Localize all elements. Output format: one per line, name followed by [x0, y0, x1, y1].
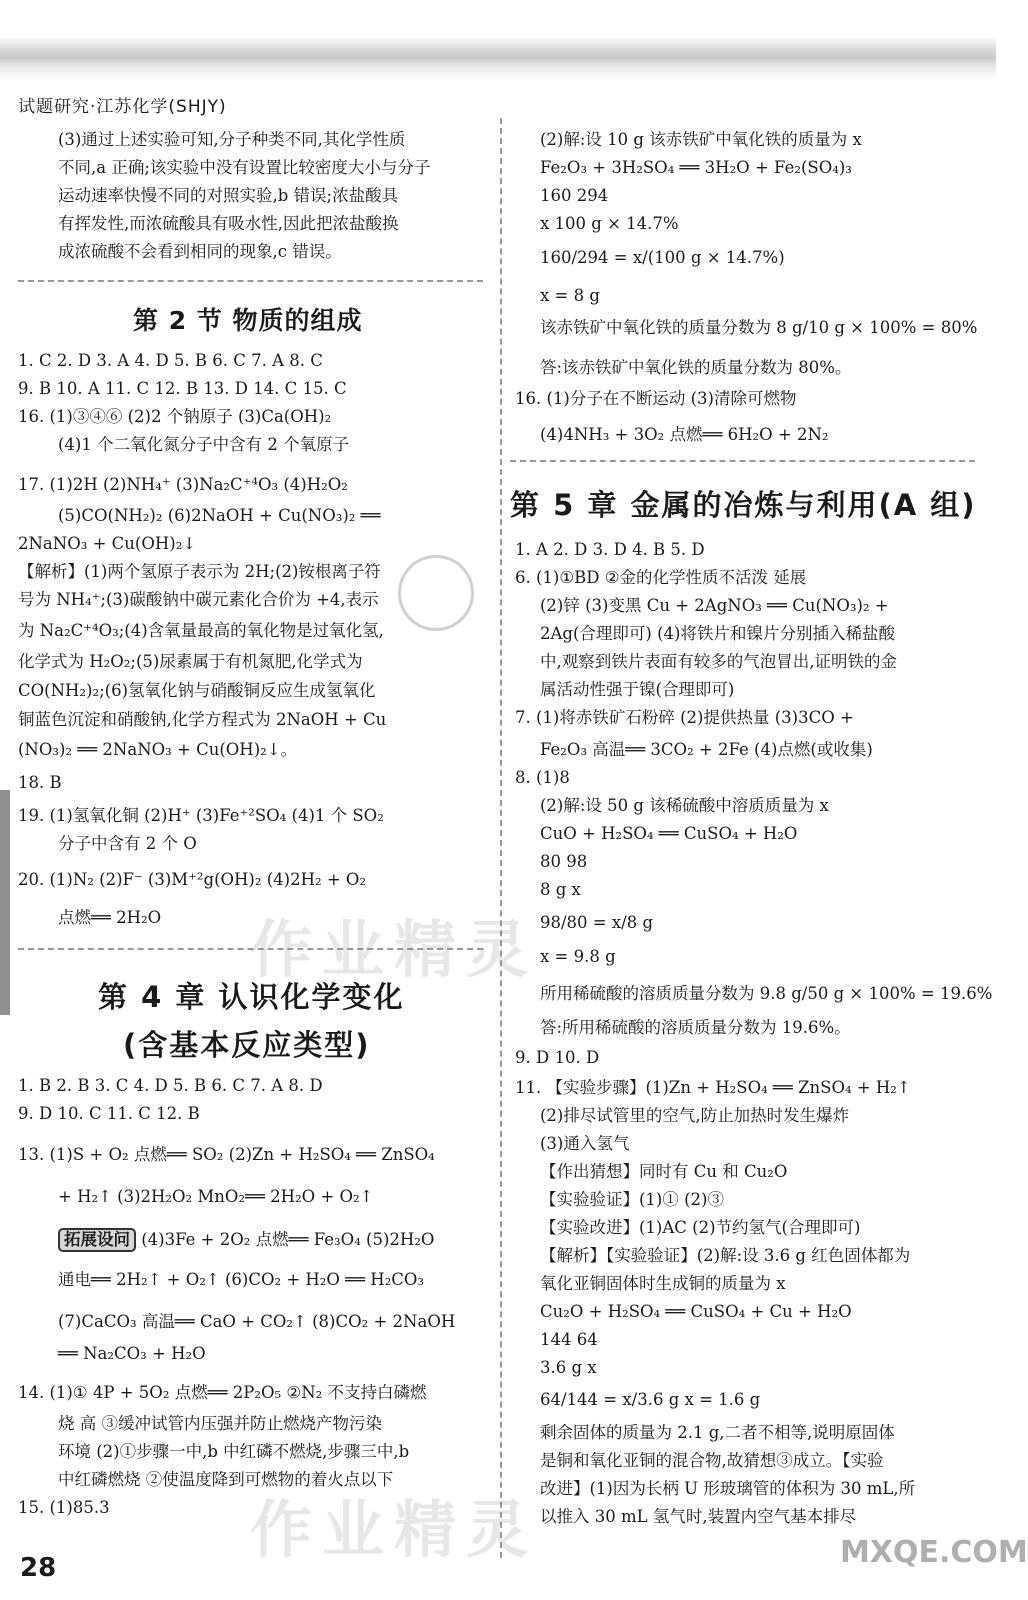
- solution-line: x = 9.8 g: [540, 947, 616, 966]
- column-divider: [500, 118, 502, 1558]
- solution-line: (2)解:设 50 g 该稀硫酸中溶质质量为 x: [540, 796, 829, 815]
- solution-line: Fe₂O₃ + 3H₂SO₄ ══ 3H₂O + Fe₂(SO₄)₃: [540, 158, 852, 177]
- answer-line: 9. D 10. D: [515, 1048, 600, 1067]
- solution-line: x 100 g × 14.7%: [540, 214, 679, 233]
- answer-line: 7. (1)将赤铁矿石粉碎 (2)提供热量 (3)3CO +: [515, 708, 854, 727]
- solution-line: 8 g x: [540, 880, 581, 899]
- analysis-line: 3.6 g x: [540, 1358, 597, 1377]
- answer-line: 属活动性强于镍(合理即可): [540, 680, 735, 699]
- section-divider: [18, 280, 483, 282]
- page-number: 28: [20, 1553, 57, 1583]
- analysis-line: (NO₃)₂ ══ 2NaNO₃ + Cu(OH)₂↓。: [18, 740, 298, 759]
- solution-line: 该赤铁矿中氧化铁的质量分数为 8 g/10 g × 100% = 80%: [540, 318, 978, 337]
- answer-line: 1. C 2. D 3. A 4. D 5. B 6. C 7. A 8. C: [18, 351, 323, 370]
- analysis-line: Cu₂O + H₂SO₄ ══ CuSO₄ + Cu + H₂O: [540, 1302, 852, 1321]
- answer-line: (4)1 个二氧化氮分子中含有 2 个氧原子: [58, 435, 350, 454]
- solution-line: 答:该赤铁矿中氧化铁的质量分数为 80%。: [540, 358, 852, 377]
- analysis-line: 【解析】【实验验证】(2)解:设 3.6 g 红色固体都为: [540, 1246, 911, 1265]
- text-line: 成浓硫酸不会看到相同的现象,c 错误。: [58, 242, 342, 261]
- answer-line: 2NaNO₃ + Cu(OH)₂↓: [18, 534, 197, 553]
- side-tab: [0, 790, 10, 1015]
- answer-line: (5)CO(NH₂)₂ (6)2NaOH + Cu(NO₃)₂ ══: [58, 506, 381, 525]
- running-title: 试题研究·江苏化学(SHJY): [18, 97, 227, 117]
- answer-line: 20. (1)N₂ (2)F⁻ (3)M⁺²g(OH)₂ (4)2H₂ + O₂: [18, 870, 367, 889]
- answer-line: 分子中含有 2 个 O: [58, 834, 197, 853]
- text-line: (3)通过上述实验可知,分子种类不同,其化学性质: [58, 130, 406, 149]
- section-title: 第 2 节 物质的组成: [133, 306, 363, 335]
- answer-line: 11. 【实验步骤】(1)Zn + H₂SO₄ ══ ZnSO₄ + H₂↑: [515, 1078, 911, 1097]
- solution-line: CuO + H₂SO₄ ══ CuSO₄ + H₂O: [540, 824, 798, 843]
- chapter-title: 第 4 章 认识化学变化: [98, 980, 405, 1014]
- answer-line: 中,观察到铁片表面有较多的气泡冒出,证明铁的金: [540, 652, 897, 671]
- answer-line: 6. (1)①BD ②金的化学性质不活泼 延展: [515, 568, 807, 587]
- analysis-line: 剩余固体的质量为 2.1 g,二者不相等,说明原固体: [540, 1423, 895, 1442]
- answer-line: + H₂↑ (3)2H₂O₂ MnO₂══ 2H₂O + O₂↑: [58, 1187, 374, 1206]
- analysis-line: 改进】(1)因为长柄 U 形玻璃管的体积为 30 mL,所: [540, 1479, 916, 1498]
- answer-line: 19. (1)氢氧化铜 (2)H⁺ (3)Fe⁺²SO₄ (4)1 个 SO₂: [18, 806, 384, 825]
- analysis-line: 144 64: [540, 1330, 598, 1349]
- answer-line: Fe₂O₃ 高温══ 3CO₂ + 2Fe (4)点燃(或收集): [540, 740, 873, 759]
- answer-line: (2)排尽试管里的空气,防止加热时发生爆炸: [540, 1106, 850, 1125]
- extension-tag: 拓展设问: [58, 1228, 136, 1252]
- solution-line: 答:所用稀硫酸的溶质质量分数为 19.6%。: [540, 1018, 851, 1037]
- answer-line: 【实验验证】(1)① (2)③: [540, 1190, 724, 1209]
- answer-line: (7)CaCO₃ 高温══ CaO + CO₂↑ (8)CO₂ + 2NaOH: [58, 1312, 456, 1331]
- answer-line: ══ Na₂CO₃ + H₂O: [58, 1344, 206, 1363]
- solution-line: 160/294 = x/(100 g × 14.7%): [540, 248, 785, 267]
- solution-line: 98/80 = x/8 g: [540, 913, 654, 932]
- chapter-subtitle: (含基本反应类型): [123, 1028, 371, 1062]
- analysis-line: 铜蓝色沉淀和硝酸钠,化学方程式为 2NaOH + Cu: [18, 710, 387, 729]
- analysis-line: 是铜和氧化亚铜的混合物,故猜想③成立。【实验: [540, 1451, 884, 1470]
- answer-line: (3)通入氢气: [540, 1134, 630, 1153]
- answer-line: (4)4NH₃ + 3O₂ 点燃══ 6H₂O + 2N₂: [540, 425, 829, 444]
- solution-line: 80 98: [540, 852, 588, 871]
- analysis-line: 氧化亚铜固体时生成铜的质量为 x: [540, 1274, 786, 1293]
- section-divider: [510, 460, 975, 462]
- chapter-title: 第 5 章 金属的冶炼与利用(A 组): [510, 488, 977, 522]
- answer-line: 烧 高 ③缓冲试管内压强并防止燃烧产物污染: [58, 1414, 382, 1433]
- answer-line: 18. B: [18, 773, 62, 792]
- answer-text: (4)3Fe + 2O₂ 点燃══ Fe₃O₄ (5)2H₂O: [141, 1230, 435, 1249]
- answer-line: 14. (1)① 4P + 5O₂ 点燃══ 2P₂O₅ ②N₂ 不支持白磷燃: [18, 1383, 427, 1402]
- answer-line: 【作出猜想】同时有 Cu 和 Cu₂O: [540, 1162, 788, 1181]
- analysis-line: 号为 NH₄⁺;(3)碳酸钠中碳元素化合价为 +4,表示: [18, 590, 379, 609]
- watermark-text: 作业精灵: [250, 913, 539, 986]
- solution-line: 所用稀硫酸的溶质质量分数为 9.8 g/50 g × 100% = 19.6%: [540, 984, 993, 1003]
- analysis-line: 为 Na₂C⁺⁴O₃;(4)含氧量最高的氧化物是过氧化氢,: [18, 621, 384, 640]
- answer-line: 9. D 10. C 11. C 12. B: [18, 1104, 200, 1123]
- watermark-text: 作业精灵: [250, 1493, 539, 1566]
- analysis-line: 【解析】(1)两个氢原子表示为 2H;(2)铵根离子符: [18, 562, 381, 581]
- solution-line: (2)解:设 10 g 该赤铁矿中氧化铁的质量为 x: [540, 130, 862, 149]
- analysis-line: 以推入 30 mL 氢气时,装置内空气基本排尽: [540, 1507, 857, 1526]
- answer-line: 16. (1)分子在不断运动 (3)清除可燃物: [515, 389, 797, 408]
- answer-line: 17. (1)2H (2)NH₄⁺ (3)Na₂C⁺⁴O₃ (4)H₂O₂: [18, 475, 348, 494]
- answer-line: 16. (1)③④⑥ (2)2 个钠原子 (3)Ca(OH)₂: [18, 407, 332, 426]
- scan-header-band: [0, 0, 996, 80]
- text-line: 有挥发性,而浓硫酸具有吸水性,因此把浓盐酸换: [58, 214, 399, 233]
- answer-line: [58, 1228, 434, 1252]
- answer-line: 1. B 2. B 3. C 4. D 5. B 6. C 7. A 8. D: [18, 1076, 323, 1095]
- answer-line: 13. (1)S + O₂ 点燃══ SO₂ (2)Zn + H₂SO₄ ══ ZnSO₄: [18, 1145, 435, 1164]
- answer-line: 2Ag(合理即可) (4)将铁片和镍片分别插入稀盐酸: [540, 624, 895, 643]
- solution-line: 160 294: [540, 186, 609, 205]
- text-line: 运动速率快慢不同的对照实验,b 错误;浓盐酸具: [58, 186, 399, 205]
- answer-line: 15. (1)85.3: [18, 1498, 110, 1517]
- answer-line: 9. B 10. A 11. C 12. B 13. D 14. C 15. C: [18, 379, 347, 398]
- answer-line: 1. A 2. D 3. D 4. B 5. D: [515, 540, 705, 559]
- answer-line: 【实验改进】(1)AC (2)节约氢气(合理即可): [540, 1218, 861, 1237]
- analysis-line: 64/144 = x/3.6 g x = 1.6 g: [540, 1390, 761, 1409]
- analysis-line: CO(NH₂)₂;(6)氢氧化钠与硝酸铜反应生成氢氧化: [18, 681, 376, 700]
- watermark-stamp: [398, 555, 474, 631]
- answer-line: 环境 (2)①步骤一中,b 中红磷不燃烧,步骤三中,b: [58, 1442, 410, 1461]
- answer-line: 中红磷燃烧 ②使温度降到可燃物的着火点以下: [58, 1470, 394, 1489]
- solution-line: x = 8 g: [540, 286, 600, 305]
- answer-line: 8. (1)8: [515, 768, 570, 787]
- answer-line: 点燃══ 2H₂O: [58, 908, 162, 927]
- answer-line: (2)锌 (3)变黑 Cu + 2AgNO₃ ══ Cu(NO₃)₂ +: [540, 596, 889, 615]
- text-line: 不同,a 正确;该实验中没有设置比较密度大小与分子: [58, 158, 431, 177]
- analysis-line: 化学式为 H₂O₂;(5)尿素属于有机氮肥,化学式为: [18, 652, 363, 671]
- answer-line: 通电══ 2H₂↑ + O₂↑ (6)CO₂ + H₂O ══ H₂CO₃: [58, 1270, 425, 1289]
- corner-watermark: MXQE.COM: [840, 1535, 1028, 1570]
